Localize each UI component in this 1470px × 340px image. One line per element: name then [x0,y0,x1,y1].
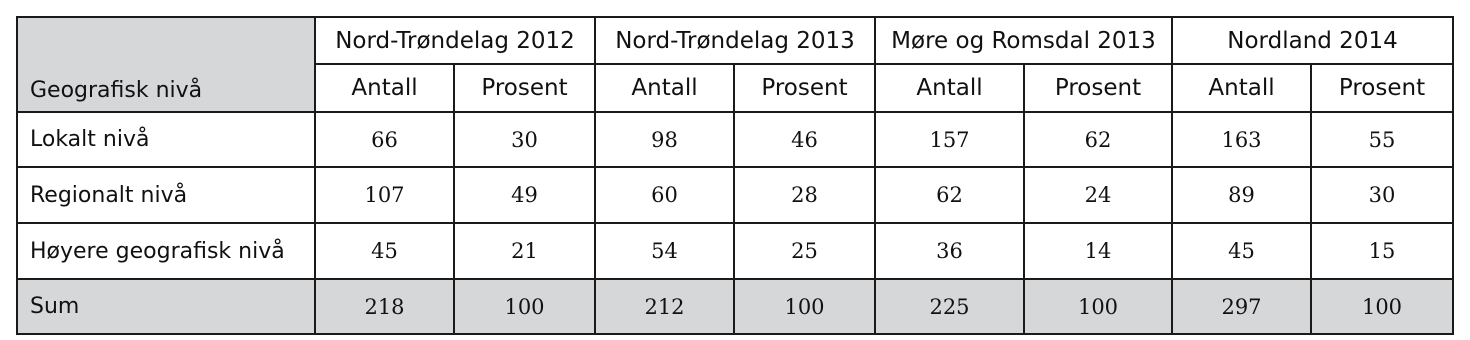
column-header: Prosent [734,64,875,112]
table-cell: 14 [1024,223,1172,279]
column-header: Antall [315,64,454,112]
table-cell: 62 [1024,112,1172,167]
column-header: Prosent [1311,64,1453,112]
column-header: Prosent [454,64,595,112]
group-header: Nord-Trøndelag 2013 [595,17,875,64]
table-cell: 62 [875,167,1024,223]
table-cell: 46 [734,112,875,167]
sum-row [17,279,1453,334]
table-cell: 24 [1024,167,1172,223]
table-cell: 100 [734,279,875,334]
table-cell: 28 [734,167,875,223]
table-cell: 163 [1172,112,1311,167]
table-cell: 157 [875,112,1024,167]
table-cell: 218 [315,279,454,334]
table-cell: 98 [595,112,734,167]
table-cell: 66 [315,112,454,167]
table-row [17,223,1453,279]
group-header: Møre og Romsdal 2013 [875,17,1172,64]
table-cell: 297 [1172,279,1311,334]
statistics-table [16,16,1454,335]
table-cell: 36 [875,223,1024,279]
table-cell: 15 [1311,223,1453,279]
table-cell: 225 [875,279,1024,334]
table-cell: 55 [1311,112,1453,167]
column-header: Prosent [1024,64,1172,112]
table-cell: 45 [1172,223,1311,279]
group-header-row [17,17,1453,64]
column-header: Antall [1172,64,1311,112]
row-label: Regionalt nivå [17,167,315,223]
group-header: Nordland 2014 [1172,17,1453,64]
table-cell: 89 [1172,167,1311,223]
table-cell: 60 [595,167,734,223]
table-cell: 49 [454,167,595,223]
table-cell: 100 [454,279,595,334]
table-row [17,167,1453,223]
table-row [17,112,1453,167]
row-label: Sum [17,279,315,334]
corner-label: Geografisk nivå [17,17,315,112]
table-cell: 54 [595,223,734,279]
table-cell: 100 [1024,279,1172,334]
row-label: Høyere geografisk nivå [17,223,315,279]
table-cell: 30 [454,112,595,167]
column-header: Antall [595,64,734,112]
table-cell: 21 [454,223,595,279]
group-header: Nord-Trøndelag 2012 [315,17,595,64]
table-cell: 100 [1311,279,1453,334]
table-cell: 30 [1311,167,1453,223]
table-cell: 45 [315,223,454,279]
column-header: Antall [875,64,1024,112]
table-cell: 107 [315,167,454,223]
table-cell: 25 [734,223,875,279]
table-cell: 212 [595,279,734,334]
row-label: Lokalt nivå [17,112,315,167]
